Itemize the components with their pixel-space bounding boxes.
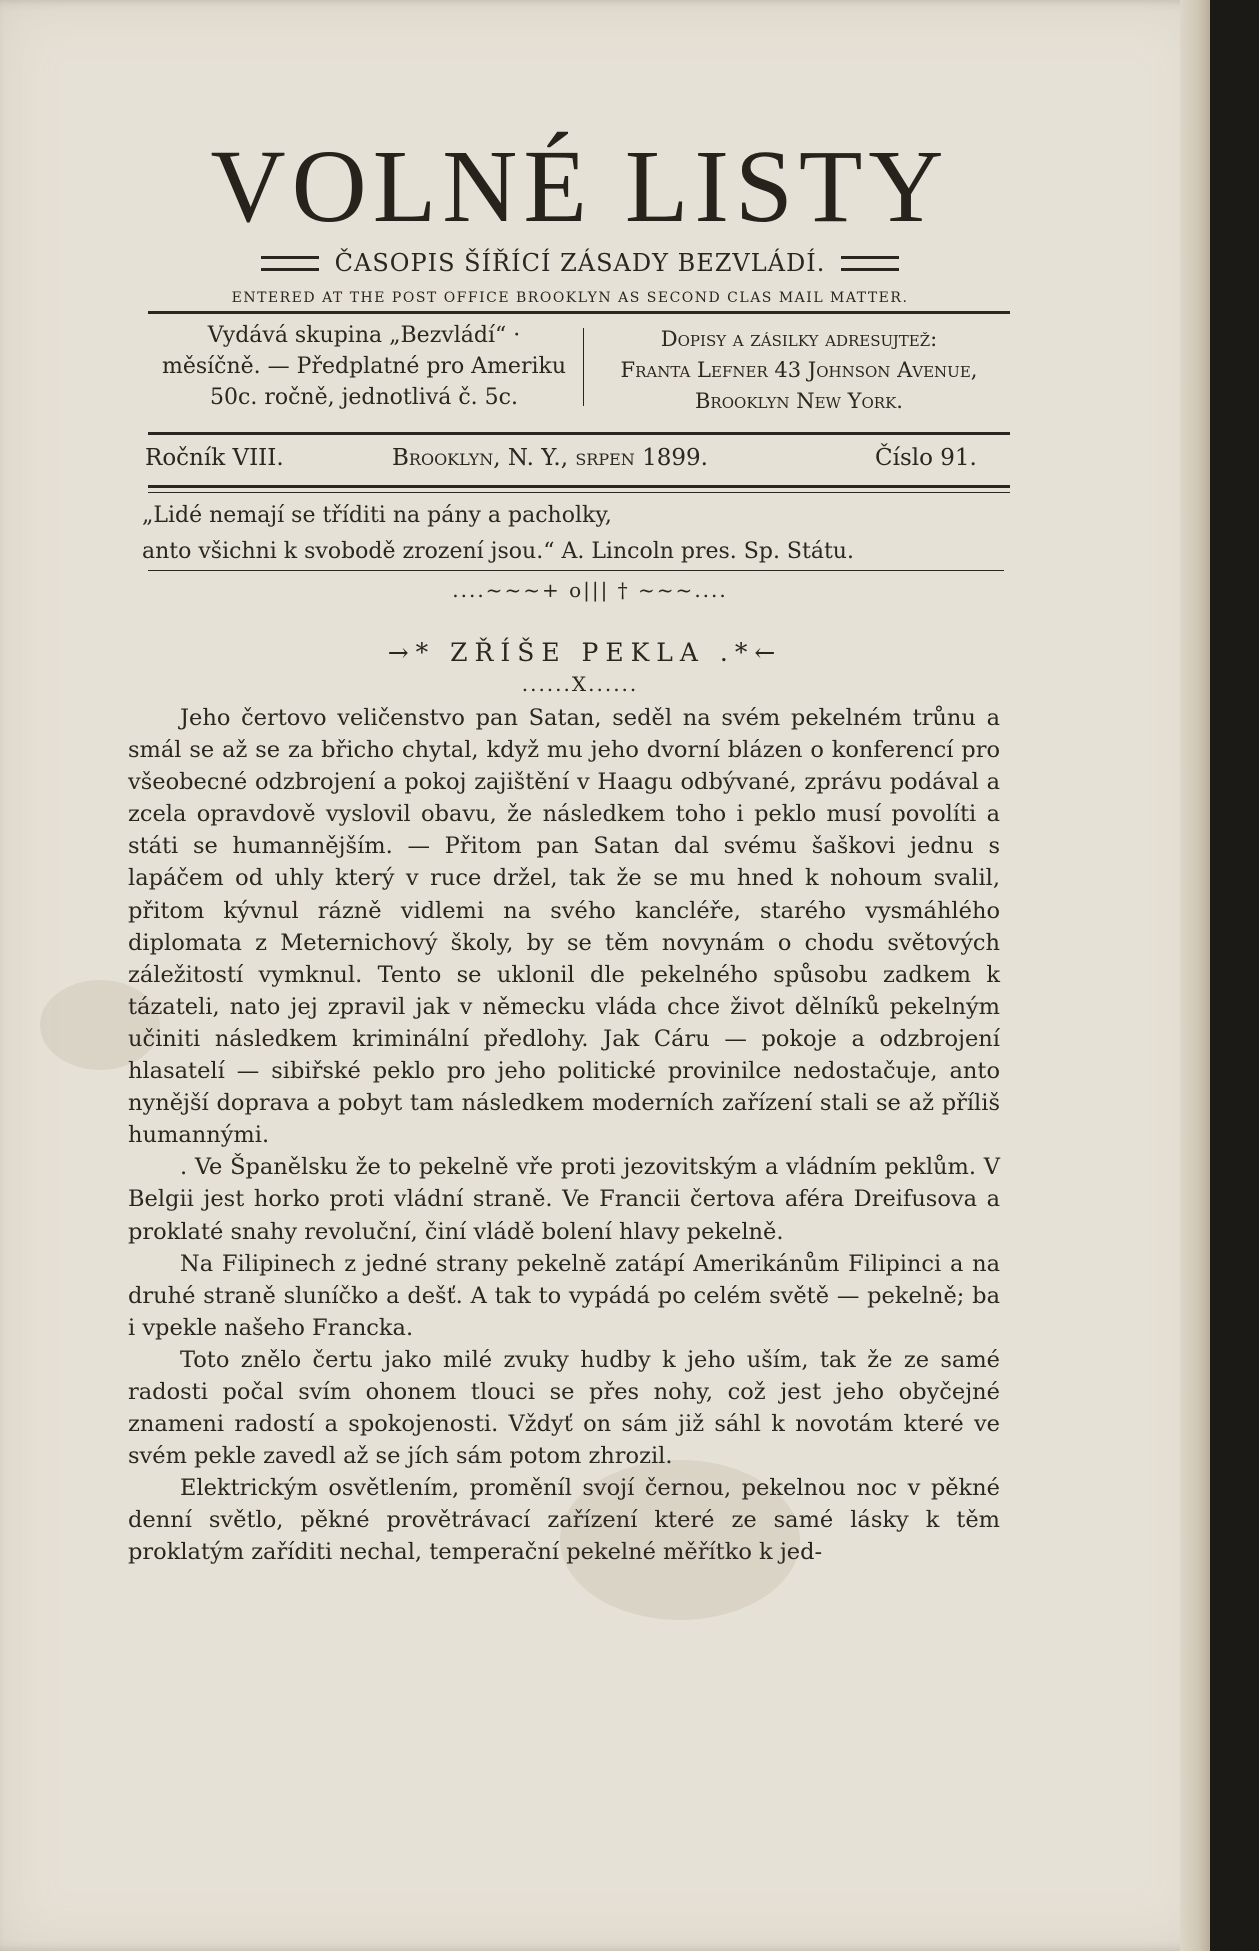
rule-mid: [148, 432, 1010, 435]
page-edge: [1180, 0, 1210, 1951]
article-body: [128, 702, 1000, 1569]
article-paragraph: Na Filipinech z jedné strany pekelně zatápí Amerikánům Filipinci a na druhé straně sluníčko a dešť. A tak to vypádá po celém světě — pekelně; ba i vpekle našeho Francka.: [128, 1250, 1000, 1341]
issue-number: Číslo 91.: [875, 445, 977, 471]
ornament: ....~~~+ o||| † ~~~....: [452, 578, 728, 602]
publisher-info: [148, 320, 580, 413]
address-line: Dopisy a zásilky adresujtež:: [660, 327, 938, 351]
masthead-title: VOLNÉ LISTY: [210, 129, 950, 244]
masthead-subtitle-row: [230, 248, 930, 278]
decorative-bar: [261, 256, 319, 271]
volume: Ročník VIII.: [145, 445, 284, 471]
address-line: Franta Lefner 43 Johnson Avenue,: [620, 358, 978, 382]
article-paragraph: Toto znělo čertu jako milé zvuky hudby k jeho uším, tak že ze samé radosti počal svím ohonem tlouci se přes nohy, což jest jeho obyčejné znameni radostí a spokojenosti. Vždyť on sám již sáhl k novotám které ve svém pekle zavedl až se jích sám potom zhrozil.: [128, 1346, 1000, 1470]
publisher-line: Vydává skupina „Bezvládí“ ·: [207, 323, 521, 348]
section-title: →* ZŘÍŠE PEKLA .*←: [387, 638, 783, 667]
quote-line: anto všichni k svobodě zrození jsou.“ A. Lincoln pres. Sp. Státu.: [142, 539, 854, 564]
info-divider: [583, 328, 584, 406]
rule-quote: [148, 570, 1004, 571]
article-paragraph: . Ve Španělsku že to pekelně vře proti jezovitským a vládním peklům. V Belgii jest horko proti vládní straně. Ve Francii čertova aféra Dreifusova a proklaté snahy revoluční, činí vládě bolení hlavy pekelně.: [128, 1154, 1000, 1245]
article-paragraph: Elektrickým osvětlením, proměníl svojí černou, pekelnou noc v pěkné denní světlo, pěkné provětrávací zařízení které ze samé lásky k těm proklatým zaříditi nechal, temperační pekelné měřítko k jed-: [128, 1475, 1000, 1566]
publisher-line: 50c. ročně, jednotlivá č. 5c.: [210, 385, 518, 410]
publisher-line: měsíčně. — Předplatné pro Ameriku: [161, 354, 567, 379]
decorative-bar: [841, 256, 899, 271]
place-date: Brooklyn, N. Y., srpen 1899.: [392, 445, 708, 471]
rule-issue-thin: [148, 492, 1010, 493]
rule-issue: [148, 485, 1010, 488]
quote-line: „Lidé nemají se tříditi na pány a pacholky,: [142, 503, 612, 528]
masthead-subtitle: ČASOPIS ŠÍŘÍCÍ ZÁSADY BEZVLÁDÍ.: [334, 249, 826, 277]
section-separator: ......X......: [521, 672, 639, 696]
rule-top: [148, 311, 1010, 314]
address-info: [588, 324, 1010, 417]
article-paragraph: Jeho čertovo veličenstvo pan Satan, seděl na svém pekelném trůnu a smál se až se za břicho chytal, když mu jeho dvorní blázen o konferencí pro všeobecné odzbrojení a pokoj zajištění v Haagu odbývané, zprávu podával a zcela opravdově vyslovil obavu, že následkem toho i peklo musí povolíti a státi se humannějším. — Přitom pan Satan dal svému šaškovi jednu s lapáčem od uhly který v ruce držel, tak že se mu hned k nohoum svalil, přitom kývnul rázně vidlemi na svého kancléře, starého vysmáhlého diplomata z Meternichový školy, by se těm novynám o chodu světových záležitostí vymknul. Tento se uklonil dle pekelného spůsobu zadkem k tázateli, nato jej zpravil jak v německu vláda chce život dělníků pekelným učiniti následkem kriminální předlohy. Jak Cáru — pokoje a odzbrojení hlasatelí — sibiřské peklo pro jeho politické provinilce nedostačuje, anto nynější doprava a pobyt tam následkem moderních zařízení stali se až příliš humannými.: [128, 705, 1000, 1149]
postal-notice: ENTERED AT THE POST OFFICE BROOKLYN AS SECOND CLAS MAIL MATTER.: [231, 290, 909, 306]
address-line: Brooklyn New York.: [695, 389, 903, 413]
